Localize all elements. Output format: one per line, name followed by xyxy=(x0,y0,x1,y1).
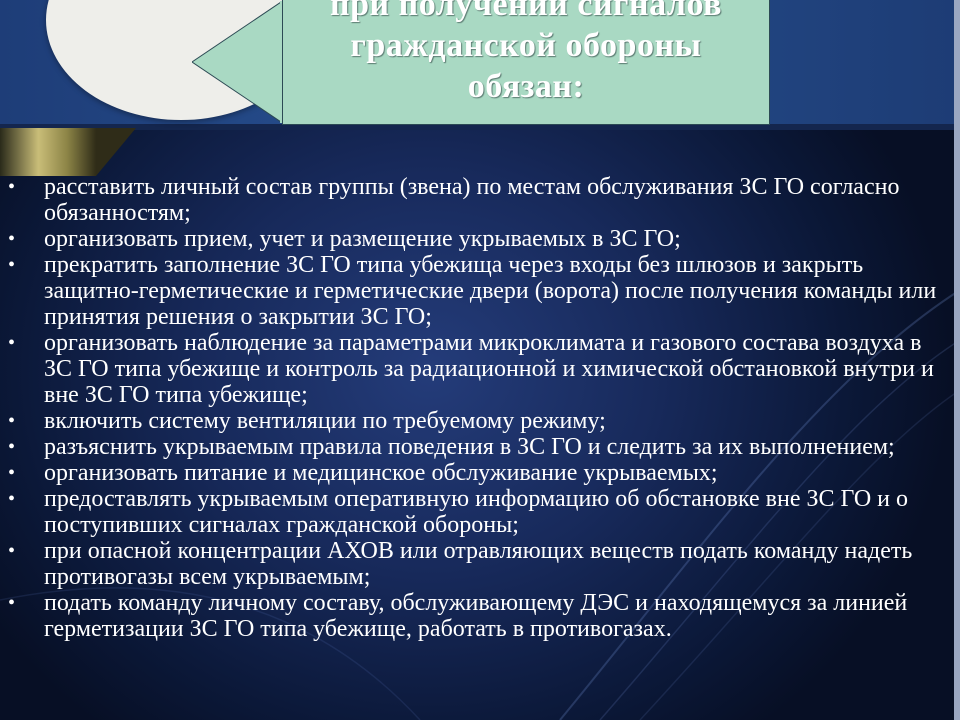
list-item-text: разъяснить укрываемым правила поведения в ЗС ГО и следить за их выполнением; xyxy=(44,434,895,460)
title-line-1: при получении сигналов xyxy=(330,0,722,23)
slide-title xyxy=(283,0,769,107)
title-line-3: обязан: xyxy=(467,68,585,105)
list-item xyxy=(0,460,960,486)
bullet-icon: • xyxy=(8,254,16,276)
list-item-text: организовать прием, учет и размещение укрываемых в ЗС ГО; xyxy=(44,226,681,252)
list-item xyxy=(0,408,960,434)
title-box xyxy=(282,0,770,125)
duty-list xyxy=(0,174,960,642)
title-line-2: гражданской обороны xyxy=(350,27,702,64)
bullet-icon: • xyxy=(8,410,16,432)
bullet-icon: • xyxy=(8,592,16,614)
list-item-text: предоставлять укрываемым оперативную информацию об обстановке вне ЗС ГО и о поступивших сигналах гражданской обороны; xyxy=(44,486,908,538)
right-border xyxy=(954,0,960,720)
list-item-text: включить систему вентиляции по требуемому режиму; xyxy=(44,408,606,434)
list-item-text: прекратить заполнение ЗС ГО типа убежища через входы без шлюзов и закрыть защитно-герметические и герметические двери (ворота) после получения команды или принятия решения о закрытии ЗС ГО; xyxy=(44,252,937,330)
list-item xyxy=(0,486,960,538)
gold-accent-bar xyxy=(0,128,96,176)
bullet-icon: • xyxy=(8,228,16,250)
bullet-icon: • xyxy=(8,488,16,510)
list-item xyxy=(0,252,960,330)
list-item-text: подать команду личному составу, обслуживающему ДЭС и находящемуся за линией герметизации ЗС ГО типа убежище, работать в противогазах. xyxy=(44,590,908,642)
list-item xyxy=(0,538,960,590)
bullet-icon: • xyxy=(8,436,16,458)
bullet-icon: • xyxy=(8,176,16,198)
list-item xyxy=(0,226,960,252)
list-item-text: организовать питание и медицинское обслуживание укрываемых; xyxy=(44,460,718,486)
bullet-icon: • xyxy=(8,462,16,484)
list-item-text: при опасной концентрации АХОВ или отравляющих веществ подать команду надеть противогазы всем укрываемым; xyxy=(44,538,913,590)
list-item-text: организовать наблюдение за параметрами микроклимата и газового состава воздуха в ЗС ГО типа убежище и контроль за радиационной и химической обстановкой внутри и вне ЗС ГО типа убежище; xyxy=(44,330,934,408)
bullet-icon: • xyxy=(8,332,16,354)
list-item-text: расставить личный состав группы (звена) по местам обслуживания ЗС ГО согласно обязанностям; xyxy=(44,174,900,226)
list-item xyxy=(0,434,960,460)
pointer-shape xyxy=(192,0,284,130)
list-item xyxy=(0,174,960,226)
list-item xyxy=(0,330,960,408)
list-item xyxy=(0,590,960,642)
bullet-icon: • xyxy=(8,540,16,562)
